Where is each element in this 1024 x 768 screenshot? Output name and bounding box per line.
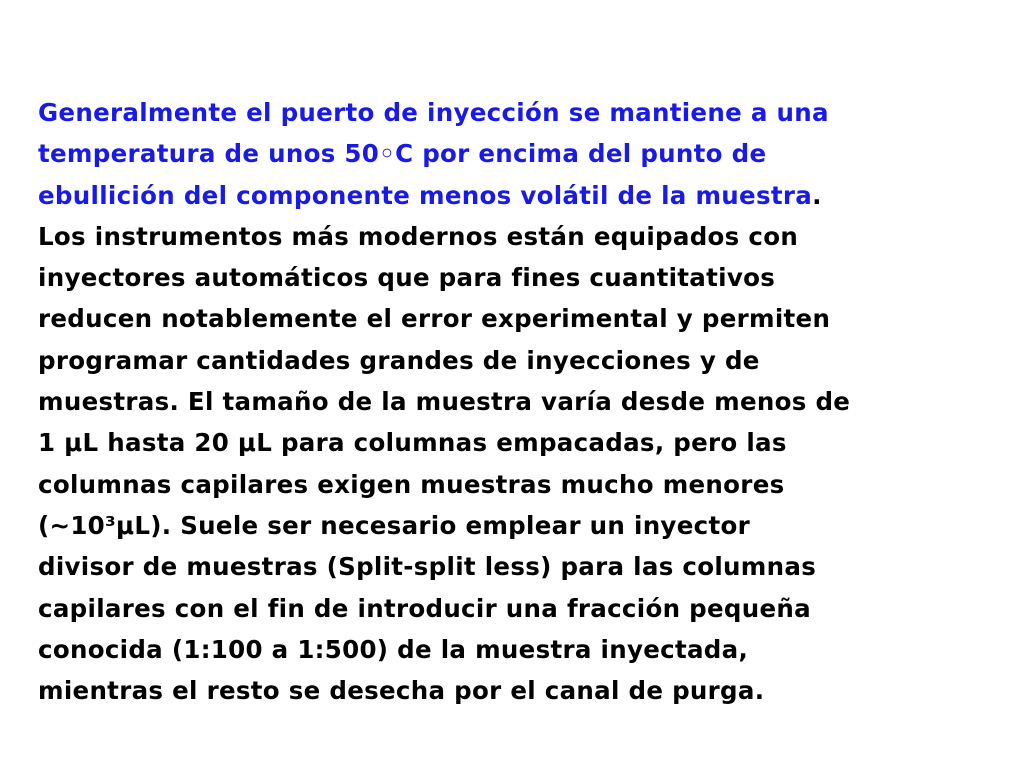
- slide-paragraph: [38, 92, 1008, 711]
- text-line: mientras el resto se desecha por el canal de purga.: [38, 676, 765, 706]
- text-line: divisor de muestras (Split-split less) para las columnas: [38, 552, 817, 582]
- text-line: conocida (1:100 a 1:500) de la muestra inyectada,: [38, 634, 749, 664]
- text-line: Los instrumentos más modernos están equipados con: [38, 221, 799, 251]
- sentence-period: .: [812, 180, 822, 210]
- text-line: reducen notablemente el error experimental y permiten: [38, 304, 831, 334]
- text-line: columnas capilares exigen muestras mucho menores: [38, 469, 785, 499]
- text-line: 1 μL hasta 20 μL para columnas empacadas, pero las: [38, 428, 787, 458]
- text-line-mixed: [38, 175, 1008, 216]
- text-line: programar cantidades grandes de inyecciones y de: [38, 345, 760, 375]
- text-line: muestras. El tamaño de la muestra varía desde menos de: [38, 387, 851, 417]
- text-line-highlighted: temperatura de unos 50◦C por encima del punto de: [38, 139, 767, 169]
- text-line-highlighted: Generalmente el puerto de inyección se mantiene a una: [38, 98, 829, 127]
- text-line: (~10³μL). Suele ser necesario emplear un inyector: [38, 510, 750, 540]
- text-line-highlighted: ebullición del componente menos volátil de la muestra: [38, 180, 813, 210]
- text-line: inyectores automáticos que para fines cuantitativos: [38, 263, 776, 293]
- text-line: capilares con el fin de introducir una fracción pequeña: [38, 593, 811, 623]
